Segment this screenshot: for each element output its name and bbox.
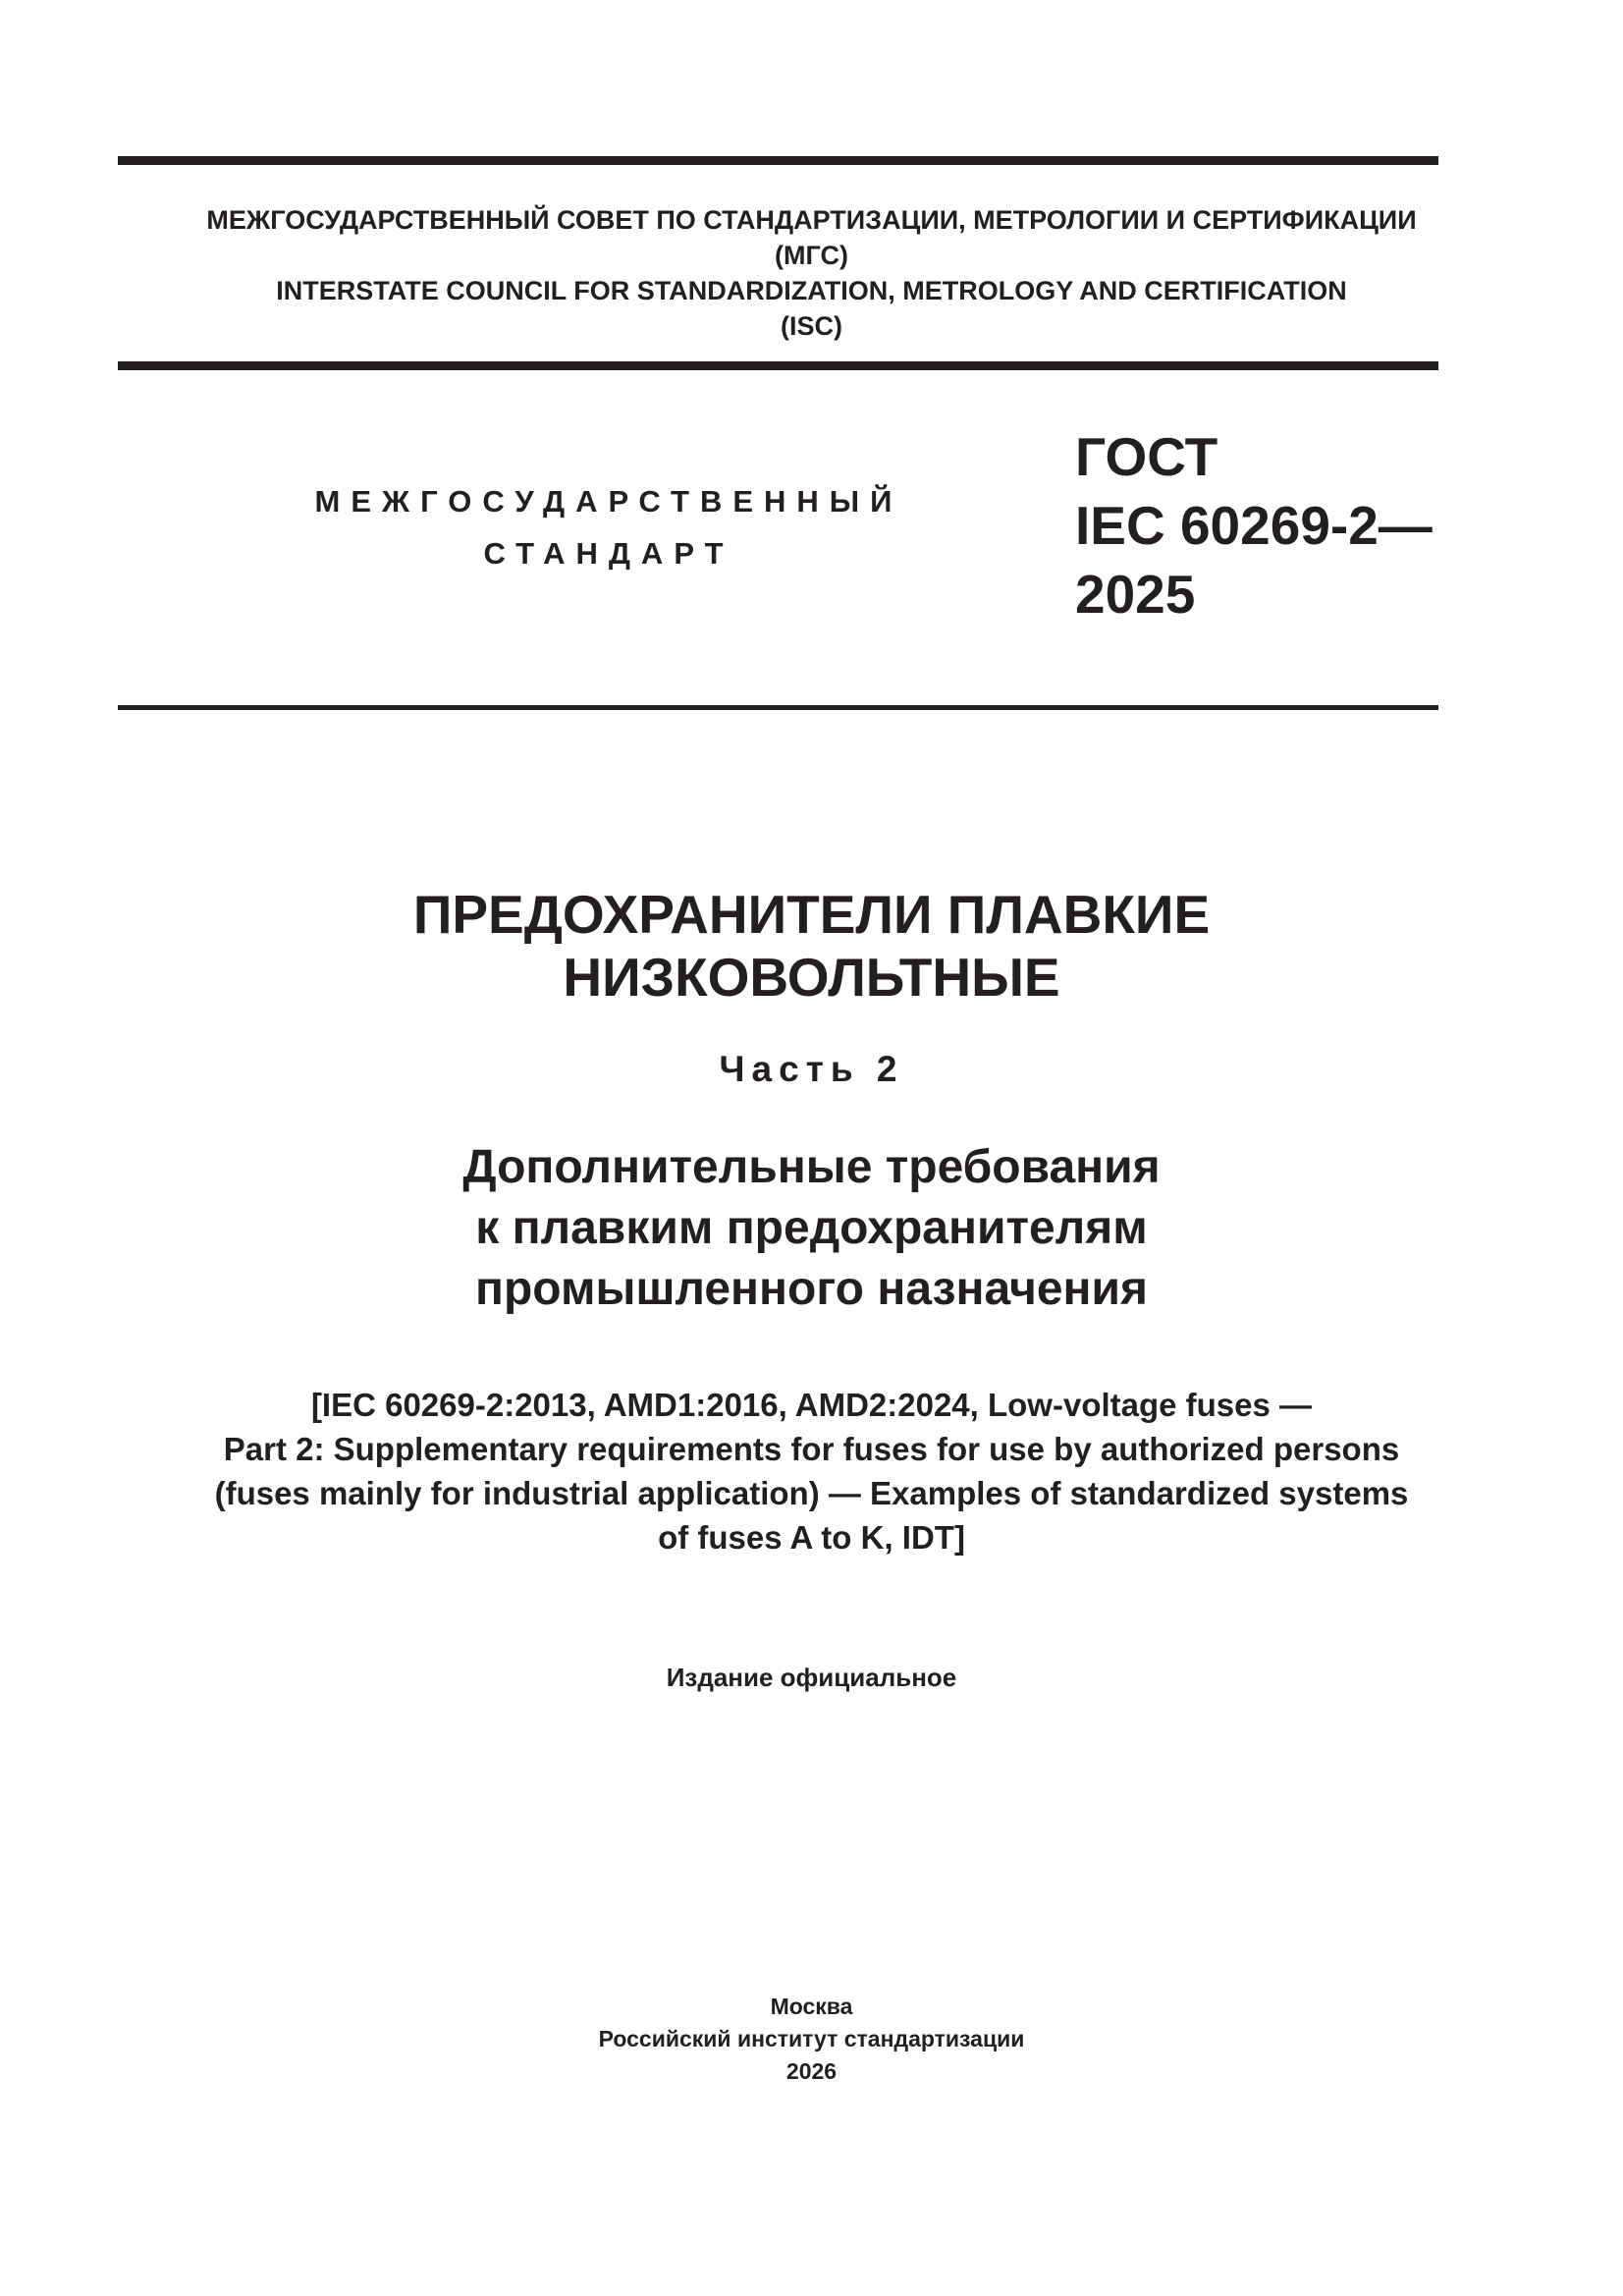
standard-type [295, 475, 923, 579]
council-abbr-ru: (МГС) [775, 241, 848, 270]
subtitle-line1: Дополнительные требования [462, 1141, 1161, 1193]
top-divider [118, 156, 1438, 165]
title-line1: ПРЕДОХРАНИТЕЛИ ПЛАВКИЕ [412, 884, 1211, 945]
standard-type-line2: СТАНДАРТ [483, 536, 734, 571]
designation-line1: ГОСТ [1075, 426, 1218, 487]
subtitle-line2: к плавким предохранителям [475, 1202, 1148, 1254]
council-name-ru: МЕЖГОСУДАРСТВЕННЫЙ СОВЕТ ПО СТАНДАРТИЗАЦИИ, МЕТРОЛОГИИ И СЕРТИФИКАЦИИ [206, 205, 1417, 235]
reference-line1: [IEC 60269-2:2013, AMD1:2016, AMD2:2024, Low-voltage fuses — [310, 1387, 1313, 1423]
standard-designation [1075, 422, 1438, 629]
designation-line2: IEC 60269-2— [1075, 495, 1433, 556]
title-line2: НИЗКОВОЛЬТНЫЕ [563, 947, 1060, 1008]
reference-line2: Part 2: Supplementary requirements for fuses for use by authorized persons [223, 1431, 1400, 1467]
imprint-city: Москва [770, 1994, 853, 2019]
imprint-publisher: Российский институт стандартизации [598, 2026, 1025, 2051]
edition-label: Издание официальное [666, 1663, 957, 1692]
council-name-en: INTERSTATE COUNCIL FOR STANDARDIZATION, METROLOGY AND CERTIFICATION [276, 276, 1347, 305]
reference-line4: of fuses A to K, IDT] [658, 1519, 965, 1556]
international-reference [0, 1383, 1623, 1559]
part-number: Часть 2 [719, 1049, 904, 1089]
imprint [0, 1991, 1623, 2088]
subtitle-line3: промышленного назначения [474, 1263, 1149, 1315]
standard-type-line1: МЕЖГОСУДАРСТВЕННЫЙ [314, 484, 903, 519]
council-abbr-en: (ISC) [781, 311, 842, 341]
document-subtitle [0, 1137, 1623, 1320]
council-header [0, 202, 1623, 344]
document-title [0, 883, 1623, 1009]
imprint-year: 2026 [785, 2058, 838, 2084]
designation-divider [118, 705, 1438, 710]
designation-line3: 2025 [1075, 564, 1196, 625]
reference-line3: (fuses mainly for industrial application) — Examples of standardized systems [214, 1475, 1409, 1511]
header-divider [118, 361, 1438, 370]
